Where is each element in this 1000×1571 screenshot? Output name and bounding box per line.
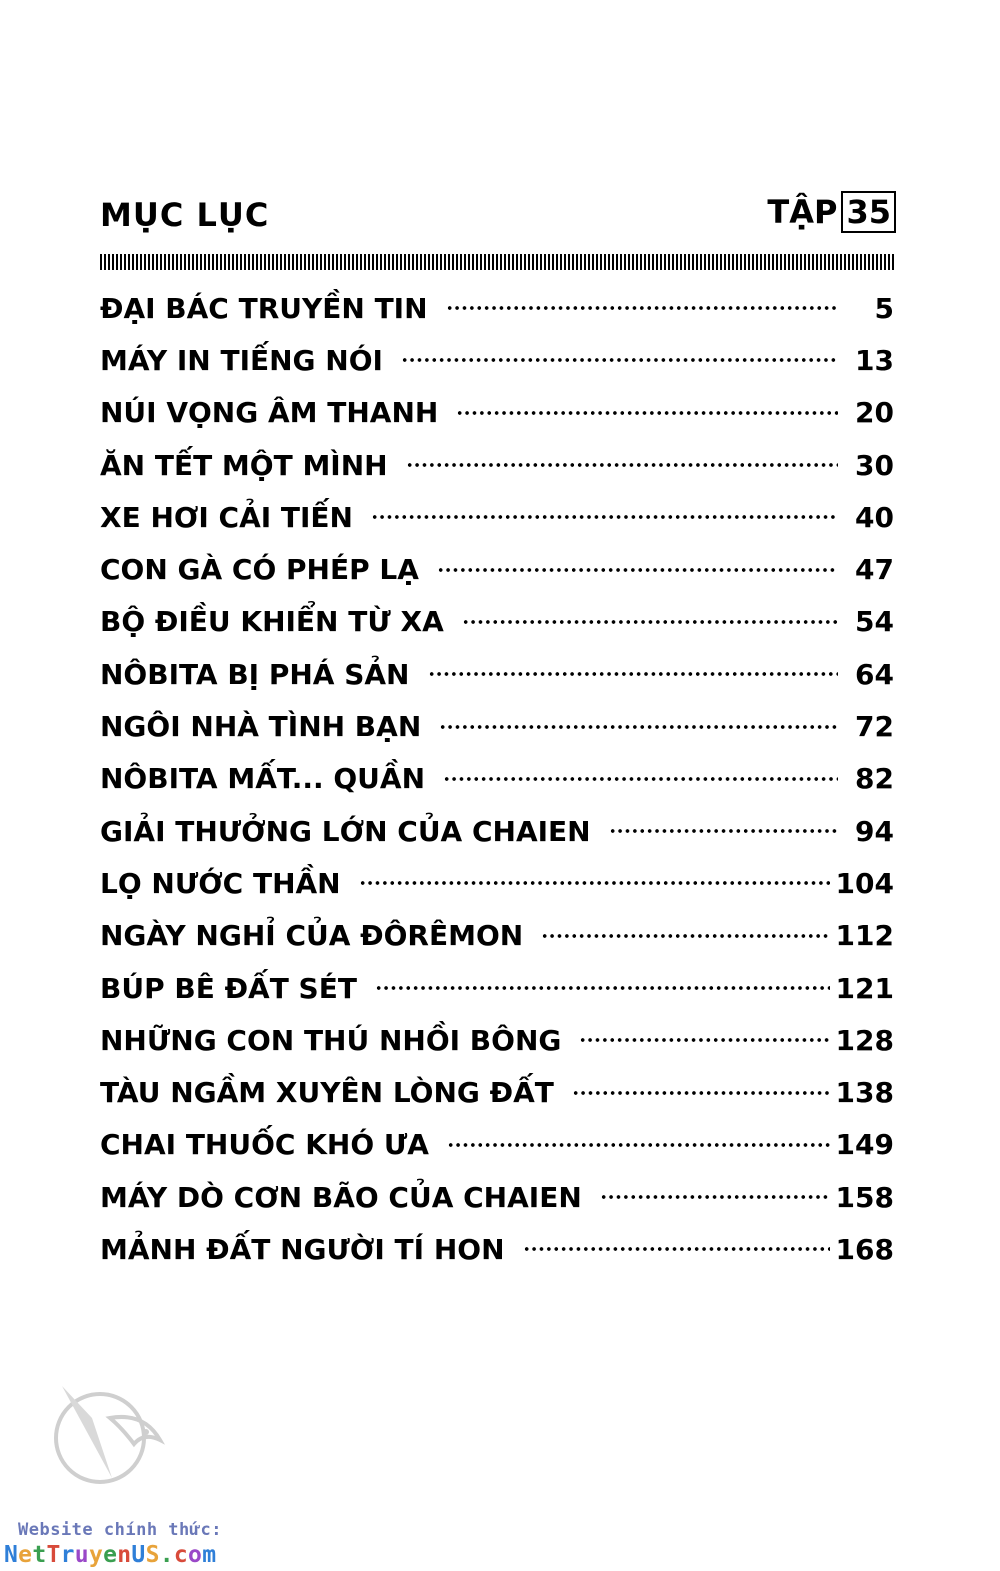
toc-entry-page: 40 bbox=[855, 500, 894, 534]
toc-entry-page: 149 bbox=[835, 1128, 894, 1162]
toc-entry[interactable] bbox=[100, 648, 894, 700]
dot-leader bbox=[462, 620, 838, 624]
toc-entry-page: 72 bbox=[855, 710, 894, 744]
toc-entry[interactable] bbox=[100, 1119, 894, 1171]
header-divider bbox=[100, 254, 896, 270]
toc-entry[interactable] bbox=[100, 1171, 894, 1223]
toc-entry[interactable] bbox=[100, 439, 894, 491]
toc-entry-title: BÚP BÊ ĐẤT SÉT bbox=[100, 971, 357, 1005]
toc-entry-title: MÁY DÒ CƠN BÃO CỦA CHAIEN bbox=[100, 1180, 582, 1214]
website-label: Website chính thức: bbox=[18, 1520, 222, 1540]
dot-leader bbox=[375, 986, 830, 990]
website-name-letter: y bbox=[88, 1542, 104, 1568]
volume-number: 35 bbox=[841, 191, 896, 233]
dot-leader bbox=[523, 1247, 830, 1251]
toc-entry-title: NGÀY NGHỈ CỦA ĐÔRÊMON bbox=[100, 919, 524, 953]
website-name-letter: T bbox=[46, 1542, 61, 1568]
toc-header bbox=[100, 190, 896, 240]
dot-leader bbox=[371, 515, 838, 519]
dot-leader bbox=[359, 881, 830, 885]
website-name-letter: e bbox=[103, 1542, 118, 1568]
toc-entry-title: NÚI VỌNG ÂM THANH bbox=[100, 396, 439, 430]
toc-entry-title: BỘ ĐIỀU KHIỂN TỪ XA bbox=[100, 605, 444, 639]
website-name-letter: . bbox=[159, 1542, 174, 1568]
dot-leader bbox=[456, 411, 838, 415]
toc-entry-page: 94 bbox=[855, 814, 894, 848]
toc-entry-title: ĂN TẾT MỘT MÌNH bbox=[100, 448, 388, 482]
toc-entry-page: 47 bbox=[855, 553, 894, 587]
website-name-letter: e bbox=[18, 1542, 33, 1568]
toc-entry[interactable] bbox=[100, 491, 894, 543]
dot-leader bbox=[447, 1143, 830, 1147]
website-name-letter: n bbox=[117, 1542, 132, 1568]
toc-entry-title: MẢNH ĐẤT NGƯỜI TÍ HON bbox=[100, 1232, 505, 1266]
volume-label: TẬP bbox=[767, 193, 838, 231]
page-title: MỤC LỤC bbox=[100, 196, 270, 234]
toc-entry-page: 112 bbox=[835, 919, 894, 953]
toc-entry[interactable] bbox=[100, 700, 894, 752]
website-name-letter: U bbox=[131, 1542, 146, 1568]
toc-entry-title: MÁY IN TIẾNG NÓI bbox=[100, 343, 383, 377]
toc-entry-page: 138 bbox=[835, 1076, 894, 1110]
toc-entry[interactable] bbox=[100, 543, 894, 595]
toc-entry-page: 30 bbox=[855, 448, 894, 482]
toc-entry-title: ĐẠI BÁC TRUYỀN TIN bbox=[100, 291, 428, 325]
toc-entry-page: 54 bbox=[855, 605, 894, 639]
toc-entry-title: XE HƠI CẢI TIẾN bbox=[100, 500, 353, 534]
toc-entry-page: 128 bbox=[835, 1023, 894, 1057]
toc-entry-title: NÔBITA BỊ PHÁ SẢN bbox=[100, 657, 410, 691]
bird-logo-icon bbox=[52, 1382, 168, 1486]
toc-entry-page: 104 bbox=[835, 866, 894, 900]
dot-leader bbox=[572, 1091, 830, 1095]
website-name-letter: N bbox=[4, 1542, 19, 1568]
toc-entry[interactable] bbox=[100, 282, 894, 334]
dot-leader bbox=[439, 725, 838, 729]
toc-entry-page: 5 bbox=[874, 291, 894, 325]
toc-entry[interactable] bbox=[100, 857, 894, 909]
toc-entry-page: 121 bbox=[835, 971, 894, 1005]
website-name-letter: t bbox=[32, 1542, 47, 1568]
website-name-letter: S bbox=[145, 1542, 160, 1568]
dot-leader bbox=[437, 568, 838, 572]
toc-entry-title: NGÔI NHÀ TÌNH BẠN bbox=[100, 710, 422, 744]
dot-leader bbox=[600, 1195, 830, 1199]
toc-entry[interactable] bbox=[100, 387, 894, 439]
toc-entry-title: NHỮNG CON THÚ NHỒI BÔNG bbox=[100, 1023, 562, 1057]
toc-entry[interactable] bbox=[100, 1014, 894, 1066]
toc-entry[interactable] bbox=[100, 334, 894, 386]
website-name-letter: r bbox=[60, 1542, 75, 1568]
website-name-letter: c bbox=[173, 1542, 189, 1568]
toc-entry[interactable] bbox=[100, 1066, 894, 1118]
toc-list bbox=[100, 282, 894, 1276]
toc-entry[interactable] bbox=[100, 910, 894, 962]
toc-entry-title: NÔBITA MẤT... QUẦN bbox=[100, 762, 426, 796]
website-name-letter: m bbox=[202, 1542, 217, 1568]
dot-leader bbox=[443, 777, 838, 781]
toc-entry[interactable] bbox=[100, 962, 894, 1014]
dot-leader bbox=[406, 463, 838, 467]
volume-indicator bbox=[767, 190, 896, 234]
toc-entry-title: LỌ NƯỚC THẦN bbox=[100, 866, 341, 900]
website-name[interactable] bbox=[4, 1542, 216, 1568]
website-name-letter: u bbox=[74, 1542, 89, 1568]
dot-leader bbox=[428, 672, 839, 676]
toc-entry[interactable] bbox=[100, 805, 894, 857]
toc-entry-title: TÀU NGẦM XUYÊN LÒNG ĐẤT bbox=[100, 1076, 554, 1110]
toc-entry-title: CHAI THUỐC KHÓ ƯA bbox=[100, 1128, 429, 1162]
dot-leader bbox=[579, 1038, 829, 1042]
toc-entry-title: GIẢI THƯỞNG LỚN CỦA CHAIEN bbox=[100, 814, 591, 848]
toc-entry-page: 64 bbox=[855, 657, 894, 691]
toc-entry[interactable] bbox=[100, 753, 894, 805]
toc-entry-title: CON GÀ CÓ PHÉP LẠ bbox=[100, 553, 419, 587]
dot-leader bbox=[446, 306, 838, 310]
dot-leader bbox=[609, 829, 838, 833]
toc-entry-page: 20 bbox=[855, 396, 894, 430]
dot-leader bbox=[541, 934, 829, 938]
dot-leader bbox=[401, 358, 838, 362]
toc-entry-page: 168 bbox=[835, 1232, 894, 1266]
toc-entry-page: 158 bbox=[835, 1180, 894, 1214]
toc-entry-page: 13 bbox=[855, 343, 894, 377]
website-name-letter: o bbox=[188, 1542, 203, 1568]
toc-entry-page: 82 bbox=[855, 762, 894, 796]
toc-entry[interactable] bbox=[100, 596, 894, 648]
toc-entry[interactable] bbox=[100, 1223, 894, 1275]
